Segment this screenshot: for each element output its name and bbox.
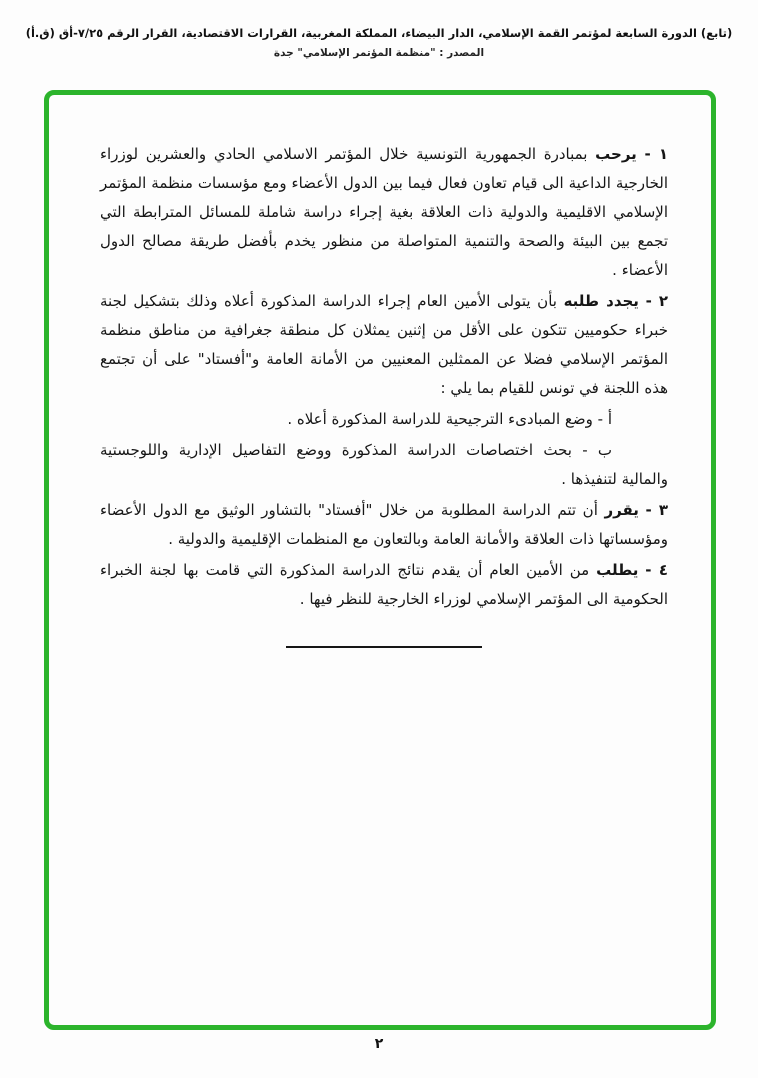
page-number: ٢ (374, 1036, 384, 1052)
item-lead-word: يجدد طلبه (563, 292, 639, 310)
item-lead-word: يرحب (595, 145, 637, 163)
item-number: ٢ - (645, 292, 669, 310)
item-number: ٣ - (645, 501, 668, 519)
item-number: ٤ - (645, 561, 668, 579)
document-header (0, 26, 758, 59)
resolution-item-4 (100, 556, 668, 614)
item-text: أن تتم الدراسة المطلوبة من خلال "أفستاد" بالتشاور الوثيق مع الدول الأعضاء ومؤسساتها ذات العلاقة والأمانة العامة وبالتعاون مع المنظمات الإقليمية والدولية . (100, 501, 668, 548)
resolution-item-1 (100, 140, 668, 285)
separator-line (286, 646, 482, 648)
document-body (100, 140, 668, 648)
resolution-subitem-b (100, 436, 668, 494)
resolution-subitem-a (100, 405, 668, 434)
subitem-text: بحث اختصاصات الدراسة المذكورة ووضع التفاصيل الإدارية واللوجستية والمالية لتنفيذها . (100, 441, 668, 488)
header-title: (تابع) الدورة السابعة لمؤتمر القمة الإسلامي، الدار البيضاء، المملكة المغربية، القرارات الاقتصادية، القرار الرقم ٧/٢٥-أق (ق.أ) (25, 26, 733, 40)
item-number: ١ - (644, 145, 668, 163)
item-text: بمبادرة الجمهورية التونسية خلال المؤتمر الاسلامي الحادي والعشرين لوزراء الخارجية الداعية الى قيام تعاون فعال فيما بين الدول الأعضاء ومع مؤسسات منظمة المؤتمر الإسلامي الاقليمية والدولية ذات العلاقة بغية إجراء دراسة شاملة للمسائل المترابطة التي تجمع بين البيئة والصحة والتنمية المتواصلة من منظور يخدم بأفضل طريقة مصالح الدول الأعضاء . (100, 145, 668, 279)
item-lead-word: يقرر (604, 501, 639, 519)
subitem-text: وضع المبادىء الترجيحية للدراسة المذكورة أعلاه . (287, 410, 593, 428)
item-text: من الأمين العام أن يقدم نتائج الدراسة المذكورة التي قامت بها لجنة الخبراء الحكومية الى المؤتمر الإسلامي لوزراء الخارجية للنظر فيها . (100, 561, 668, 608)
header-source: المصدر : "منظمة المؤتمر الإسلامي" جدة (273, 47, 485, 59)
item-text: بأن يتولى الأمين العام إجراء الدراسة المذكورة أعلاه وذلك بتشكيل لجنة خبراء حكوميين تتكون على الأقل من إثنين يمثلان كل منطقة جغرافية من مناطق منظمة المؤتمر الإسلامي فضلا عن الممثلين المعنيين من الأمانة العامة و"أفستاد" على أن تجتمع هذه اللجنة في تونس للقيام بما يلي : (100, 292, 668, 397)
resolution-item-2 (100, 287, 668, 403)
subitem-letter: ب - (582, 441, 612, 459)
subitem-letter: أ - (597, 410, 612, 428)
item-lead-word: يطلب (596, 561, 639, 579)
resolution-item-3 (100, 496, 668, 554)
